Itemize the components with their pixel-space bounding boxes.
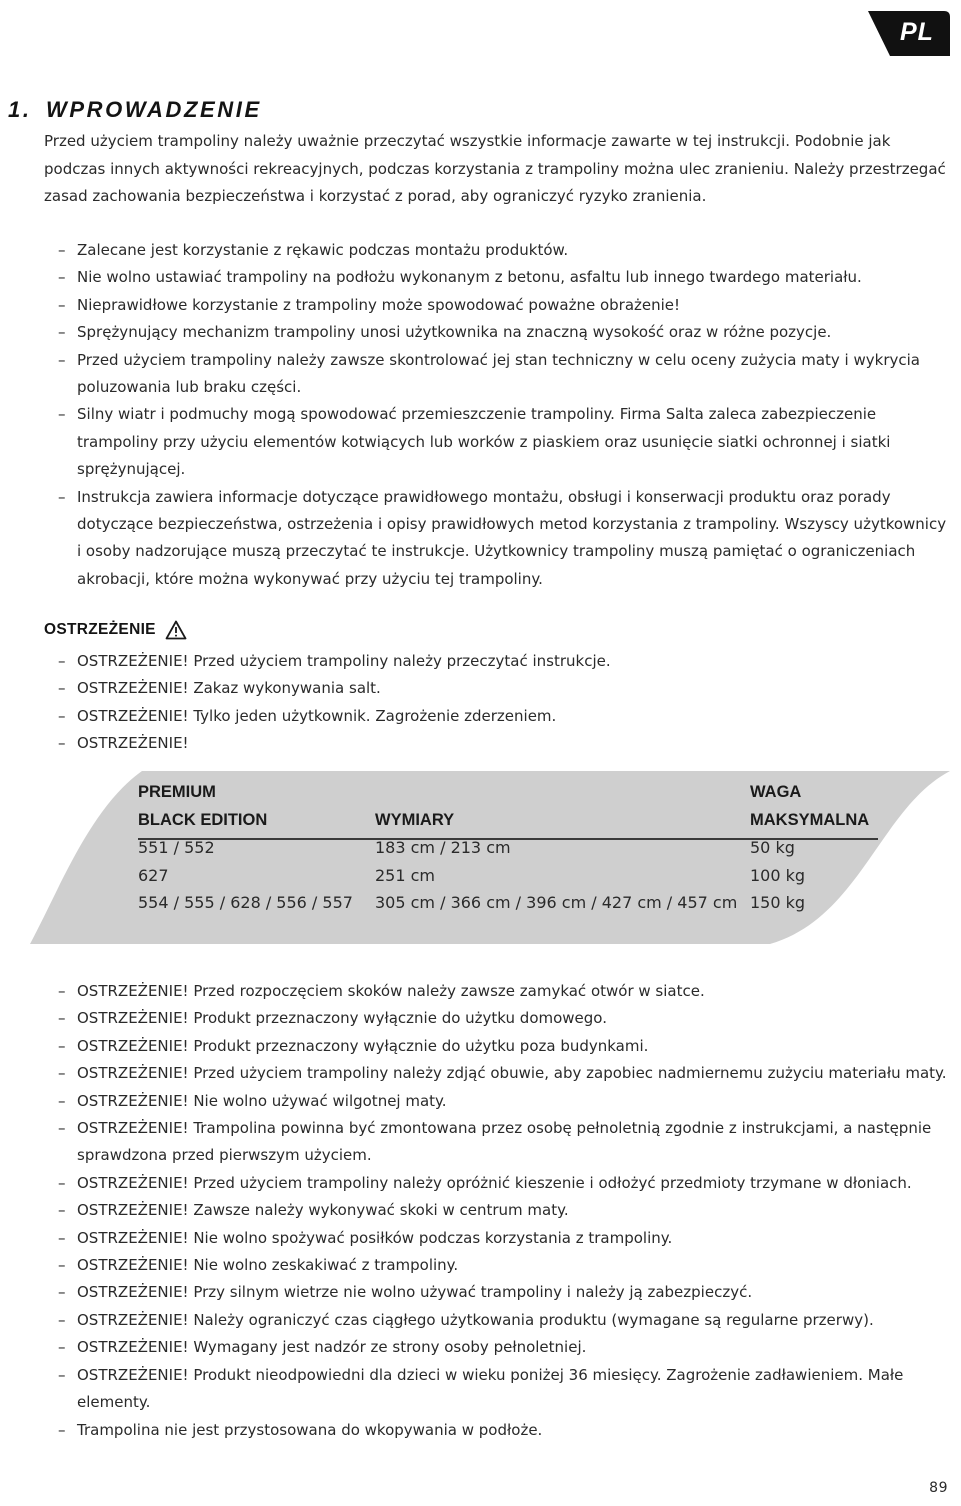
- header-model-line1: PREMIUM: [138, 783, 216, 801]
- intro-paragraph: Przed użyciem trampoliny należy uważnie przeczytać wszystkie informacje zawarte w tej instrukcji. Podobnie jak podczas innych aktywności rekreacyjnych, podczas korzystania z trampoliny można ulec zranieniu. Należy przestrzegać zasad zachowania bezpieczeństwa i korzystać z porad, aby ograniczyć ryzyko zranienia.: [44, 132, 946, 205]
- cell-weight: 100 kg: [750, 865, 806, 885]
- list-item: – OSTRZEŻENIE! Tylko jeden użytkownik. Zagrożenie zderzeniem.: [58, 703, 948, 730]
- language-tab: [868, 11, 950, 56]
- section-title: WPROWADZENIE: [46, 97, 262, 122]
- header-model-line2: BLACK EDITION: [138, 810, 268, 829]
- cell-dimensions: 251 cm: [375, 865, 436, 885]
- list-item: – OSTRZEŻENIE! Przy silnym wietrze nie wolno używać trampoliny i należy ją zabezpieczyć.: [58, 1279, 948, 1306]
- list-item: – Sprężynujący mechanizm trampoliny unosi użytkownika na znaczną wysokość oraz w różne pozycje.: [58, 319, 948, 346]
- list-item: – OSTRZEŻENIE! Nie wolno używać wilgotnej maty.: [58, 1088, 948, 1115]
- section-heading: [8, 97, 262, 123]
- cell-weight: 150 kg: [750, 893, 806, 912]
- cell-weight: 50 kg: [750, 838, 795, 857]
- cell-dimensions: 183 cm / 213 cm: [375, 838, 511, 857]
- list-item: – OSTRZEŻENIE! Trampolina powinna być zmontowana przez osobę pełnoletnią zgodnie z instrukcjami, a następnie sprawdzona przed pierwszym użyciem.: [58, 1115, 948, 1170]
- list-item: – OSTRZEŻENIE! Zawsze należy wykonywać skoki w centrum maty.: [58, 1197, 948, 1224]
- warning-heading: [44, 620, 187, 640]
- list-item: – OSTRZEŻENIE! Przed użyciem trampoliny należy opróżnić kieszenie i odłożyć przedmioty trzymane w dłoniach.: [58, 1170, 948, 1197]
- list-item: – Nie wolno ustawiać trampoliny na podłożu wykonanym z betonu, asfaltu lub innego twardego materiału.: [58, 264, 948, 291]
- header-weight-line1: WAGA: [750, 783, 802, 801]
- cell-model: 627: [138, 865, 169, 885]
- section-number: 1.: [8, 97, 32, 122]
- header-weight-line2: MAKSYMALNA: [750, 810, 870, 829]
- list-item: – Trampolina nie jest przystosowana do wkopywania w podłoże.: [58, 1417, 948, 1444]
- list-item: – Silny wiatr i podmuchy mogą spowodować przemieszczenie trampoliny. Firma Salta zaleca zabezpieczenie trampoliny przy użyciu elementów kotwiących lub worków z piaskiem oraz usunięcie siatki ochronnej i siatki sprężynującej.: [58, 401, 948, 483]
- list-item: – OSTRZEŻENIE! Wymagany jest nadzór ze strony osoby pełnoletniej.: [58, 1334, 948, 1361]
- cell-dimensions: 305 cm / 366 cm / 396 cm / 427 cm / 457 cm: [375, 893, 738, 912]
- list-item: – OSTRZEŻENIE! Produkt przeznaczony wyłącznie do użytku poza budynkami.: [58, 1033, 948, 1060]
- warning-list-bottom: [58, 978, 948, 1444]
- list-item: – Nieprawidłowe korzystanie z trampoliny może spowodować poważne obrażenie!: [58, 292, 948, 319]
- language-code: PL: [900, 18, 934, 46]
- page-number: 89: [929, 1480, 948, 1496]
- list-item: – OSTRZEŻENIE! Zakaz wykonywania salt.: [58, 675, 948, 702]
- cell-model: 551 / 552: [138, 838, 215, 857]
- warning-list-top: [58, 648, 948, 758]
- warning-heading-label: OSTRZEŻENIE: [44, 621, 156, 638]
- intro-bullet-list: [58, 237, 948, 593]
- cell-model: 554 / 555 / 628 / 556 / 557: [138, 893, 353, 912]
- list-item: – OSTRZEŻENIE! Nie wolno zeskakiwać z trampoliny.: [58, 1252, 948, 1279]
- list-item: – OSTRZEŻENIE! Przed użyciem trampoliny należy przeczytać instrukcje.: [58, 648, 948, 675]
- header-dimensions: WYMIARY: [375, 810, 455, 829]
- list-item: – OSTRZEŻENIE! Przed rozpoczęciem skoków należy zawsze zamykać otwór w siatce.: [58, 978, 948, 1005]
- list-item: – OSTRZEŻENIE! Należy ograniczyć czas ciągłego użytkowania produktu (wymagane są regularne przerwy).: [58, 1307, 948, 1334]
- list-item: – OSTRZEŻENIE! Produkt nieodpowiedni dla dzieci w wieku poniżej 36 miesięcy. Zagrożenie zadławieniem. Małe elementy.: [58, 1362, 948, 1417]
- list-item: – OSTRZEŻENIE! Przed użyciem trampoliny należy zdjąć obuwie, aby zapobiec nadmiernemu zużyciu materiału maty.: [58, 1060, 948, 1087]
- warning-triangle-icon: [165, 620, 187, 640]
- list-item: – Instrukcja zawiera informacje dotyczące prawidłowego montażu, obsługi i konserwacji produktu oraz porady dotyczące bezpieczeństwa, ostrzeżenia i opisy prawidłowych metod korzystania z trampoliny. Wszyscy użytkownicy i osoby nadzorujące muszą przeczytać te instrukcje. Użytkownicy trampoliny muszą pamiętać o ograniczeniach akrobacji, które można wykonywać przy użyciu tej trampoliny.: [58, 484, 948, 594]
- list-item: – OSTRZEŻENIE! Nie wolno spożywać posiłków podczas korzystania z trampoliny.: [58, 1225, 948, 1252]
- list-item: – Zalecane jest korzystanie z rękawic podczas montażu produktów.: [58, 237, 948, 264]
- list-item: – OSTRZEŻENIE!: [58, 730, 948, 757]
- list-item: – OSTRZEŻENIE! Produkt przeznaczony wyłącznie do użytku domowego.: [58, 1005, 948, 1032]
- list-item: – Przed użyciem trampoliny należy zawsze skontrolować jej stan techniczny w celu oceny zużycia maty i wykrycia poluzowania lub braku części.: [58, 347, 948, 402]
